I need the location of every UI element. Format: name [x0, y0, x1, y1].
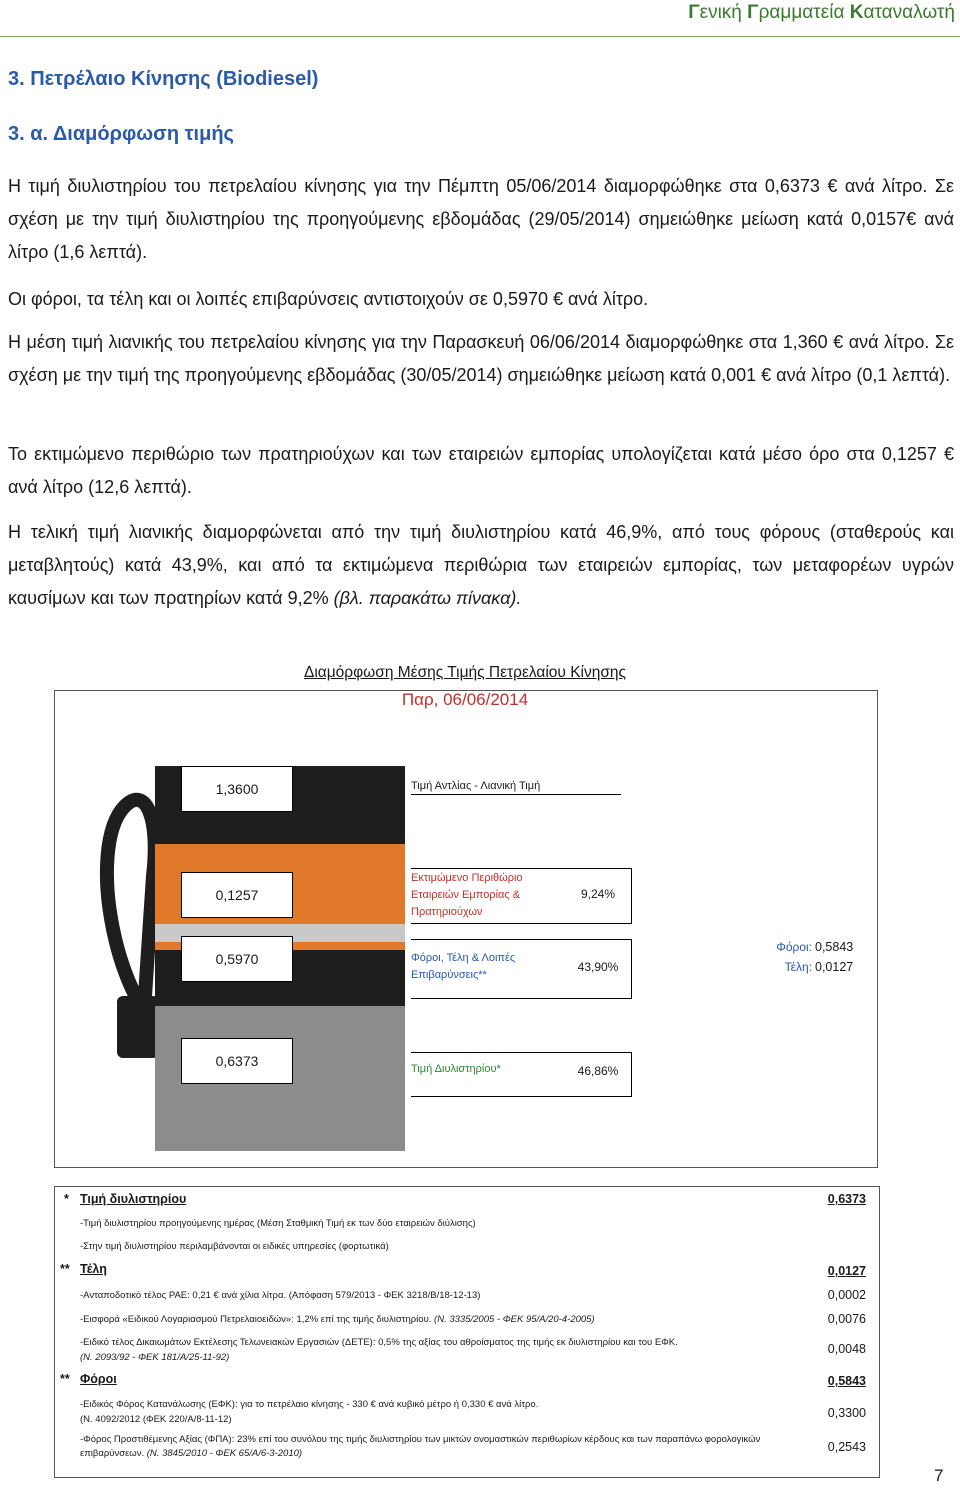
taxes-item-1-value: 0,3300 — [827, 1406, 866, 1420]
taxes-item-2-value: 0,2543 — [827, 1440, 866, 1454]
refinery-row-value: 0,6373 — [827, 1192, 866, 1206]
fees-sub-label: Τέλη: — [784, 960, 812, 974]
fees-item-3-law: (Ν. 2093/92 - ΦΕΚ 181/Α/25-11-92) — [80, 1352, 230, 1363]
header-rest-3: αταναλωτή — [863, 2, 955, 23]
taxes-item-2 — [80, 1433, 770, 1461]
refinery-note-2: -Στην τιμή διυλιστηρίου περιλαμβάνονται οι ειδικές υπηρεσίες (φορτωτικά) — [80, 1241, 389, 1252]
taxes-item-2-law: (Ν. 3845/2010 - ΦΕΚ 65/Α/6-3-2010) — [146, 1448, 303, 1459]
taxes-value-box: 0,5970 — [181, 936, 293, 982]
fees-item-2-law: (Ν. 3335/2005 - ΦΕΚ 95/Α/20-4-2005) — [434, 1314, 595, 1325]
taxes-sub-label: Φόροι: — [776, 940, 812, 954]
fees-item-1-value: 0,0002 — [827, 1288, 866, 1302]
composition-reference: (βλ. παρακάτω πίνακα). — [333, 588, 522, 608]
fees-item-3-value: 0,0048 — [827, 1342, 866, 1356]
paragraph-composition — [8, 516, 954, 615]
header-rest-2: ραμματεία — [758, 2, 850, 23]
infographic-date: Παρ, 06/06/2014 — [401, 690, 529, 709]
refinery-value-box: 0,6373 — [181, 1038, 293, 1084]
fees-sub-value: 0,0127 — [815, 960, 854, 974]
margin-pct: 9,24% — [580, 887, 616, 901]
taxes-label: Φόροι, Τέλη & Λοιπές Επιβαρύνσεις** — [411, 952, 516, 981]
header-rule — [0, 36, 960, 37]
retail-label: Τιμή Αντλίας - Λιανική Τιμή — [411, 780, 621, 795]
fees-marker: ** — [60, 1262, 70, 1276]
taxes-sub-value: 0,5843 — [815, 940, 854, 954]
taxes-item-1-law: (Ν. 4092/2012 (ΦΕΚ 220/Α/8-11-12) — [80, 1414, 232, 1425]
fees-item-2 — [80, 1313, 780, 1327]
fees-item-1: -Ανταποδοτικό τέλος ΡΑΕ: 0,21 € ανά χίλια λίτρα. (Απόφαση 579/2013 - ΦΕΚ 3218/Β/18-12-13) — [80, 1290, 481, 1301]
taxes-row-value: 0,5843 — [827, 1374, 866, 1388]
taxes-item-2-text: -Φόρος Προστιθέμενης Αξίας (ΦΠΑ): 23% επί του συνόλου της τιμής διυλιστηρίου των μικτών ονομαστικών περιθωρίων κέρδους και των παραπάνω φορολογικών επιβαρύνσεων. — [80, 1434, 761, 1459]
paragraph-taxes: Οι φόροι, τα τέλη και οι λοιπές επιβαρύνσεις αντιστοιχούν σε 0,5970 € ανά λίτρο. — [8, 289, 649, 309]
infographic-title: Διαμόρφωση Μέσης Τιμής Πετρελαίου Κίνησης — [303, 664, 627, 681]
section-title: 3. Πετρέλαιο Κίνησης (Biodiesel) — [8, 68, 319, 90]
taxes-row-label: Φόροι — [80, 1372, 117, 1386]
refinery-note-1: -Τιμή διυλιστηρίου προηγούμενης ημέρας (Μέση Σταθμική Τιμή εκ των δύο εταιρειών διύλισης) — [80, 1218, 476, 1229]
running-header — [600, 2, 955, 24]
margin-label: Εκτιμώμενο Περιθώριο Εταιρειών Εμπορίας & Πρατηριούχων — [411, 872, 523, 918]
subsection-title: 3. α. Διαμόρφωση τιμής — [8, 123, 234, 145]
fees-item-3: -Ειδικό τέλος Δικαιωμάτων Εκτέλεσης Τελωνειακών Εργασιών (ΔΕΤΕ): 0,5% της αξίας του αθροίσματος της τιμής εκ διυλιστηρίου και του ΕΦΚ. — [80, 1337, 678, 1348]
paragraph-margin: Το εκτιμώμενο περιθώριο των πρατηριούχων και των εταιρειών εμπορίας υπολογίζεται κατά μέσο όρο στα 0,1257 € ανά λίτρο (12,6 λεπτά). — [8, 444, 954, 497]
composition-text: Η τελική τιμή λιανικής διαμορφώνεται από την τιμή διυλιστηρίου κατά 46,9%, από τους φόρους (σταθερούς και μεταβλητούς) κατά 43,9%, και από τα εκτιμώμενα περιθώρια των εταιρειών εμπορίας, των μεταφορέων υγρών καυσίμων και των πρατηρίων κατά 9,2% — [8, 522, 954, 608]
margin-value-box: 0,1257 — [181, 872, 293, 918]
refinery-pct: 46,86% — [577, 1064, 619, 1078]
header-cap-1: Γ — [688, 2, 700, 23]
refinery-marker: * — [64, 1192, 69, 1206]
fees-item-2-value: 0,0076 — [827, 1312, 866, 1326]
taxes-item-1: -Ειδικός Φόρος Κατανάλωσης (ΕΦΚ): για το πετρέλαιο κίνησης - 330 € ανά κυβικό μέτρο ή 0,330 € ανά λίτρο. — [80, 1399, 539, 1410]
header-rest-1: ενική — [699, 2, 748, 23]
paragraph-refinery-price: Η τιμή διυλιστηρίου του πετρελαίου κίνησης για την Πέμπτη 05/06/2014 διαμορφώθηκε στα 0,6373 € ανά λίτρο. Σε σχέση με την τιμή διυλιστηρίου της προηγούμενης εβδομάδας (29/05/2014) σημειώθηκε μείωση κατά 0,0157€ ανά λίτρο (1,6 λεπτά). — [8, 176, 954, 262]
header-cap-2: Γ — [747, 2, 759, 23]
page-number: 7 — [934, 1466, 944, 1485]
fees-item-2-text: -Εισφορά «Ειδικού Λογαριασμού Πετρελαιοειδών»: 1,2% επί της τιμής διυλιστηρίου. — [80, 1314, 435, 1325]
header-cap-3: Κ — [849, 2, 864, 23]
taxes-pct: 43,90% — [577, 960, 619, 974]
fees-row-value: 0,0127 — [827, 1264, 866, 1278]
pump-nozzle — [117, 996, 159, 1058]
taxes-marker: ** — [60, 1372, 70, 1386]
refinery-row-label: Τιμή διυλιστηρίου — [80, 1192, 187, 1206]
refinery-label: Τιμή Διυλιστηρίου* — [411, 1063, 501, 1075]
paragraph-retail-price: Η μέση τιμή λιανικής του πετρελαίου κίνησης για την Παρασκευή 06/06/2014 διαμορφώθηκε στα 1,360 € ανά λίτρο. Σε σχέση με την τιμή της προηγούμενης εβδομάδας (30/05/2014) σημειώθηκε μείωση κατά 0,001 € ανά λίτρο (0,1 λεπτά). — [8, 332, 954, 385]
fees-row-label: Τέλη — [80, 1262, 107, 1276]
retail-value-box: 1,3600 — [181, 766, 293, 812]
